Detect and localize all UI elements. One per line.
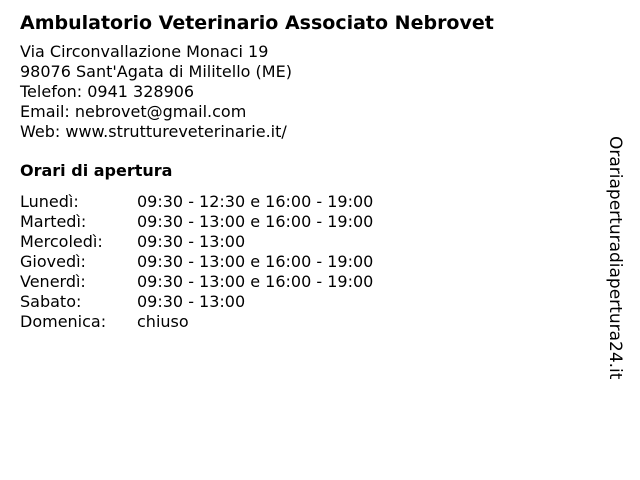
day-hours: 09:30 - 13:00 [137,232,246,251]
business-name: Ambulatorio Veterinario Associato Nebrovet [20,12,494,34]
hours-row-wednesday [20,232,373,252]
day-hours: 09:30 - 12:30 e 16:00 - 19:00 [137,192,374,211]
day-label: Lunedì: [20,192,79,211]
day-hours: 09:30 - 13:00 e 16:00 - 19:00 [137,252,374,271]
hours-row-saturday [20,292,373,312]
hours-table [20,192,373,332]
day-label: Venerdì: [20,272,86,291]
contact-block [20,42,610,142]
hours-row-tuesday [20,212,373,232]
day-hours: 09:30 - 13:00 e 16:00 - 19:00 [137,272,374,291]
web-line: Web: www.struttureveterinarie.it/ [20,122,287,141]
phone-line: Telefon: 0941 328906 [20,82,195,101]
day-label: Mercoledì: [20,232,103,251]
day-hours: 09:30 - 13:00 [137,292,246,311]
site-watermark: Orariaperturadiapertura24.it [605,136,625,380]
business-card [20,10,610,332]
day-label: Sabato: [20,292,82,311]
hours-row-sunday [20,312,373,332]
hours-row-monday [20,192,373,212]
day-label: Martedì: [20,212,87,231]
address-line-1: Via Circonvallazione Monaci 19 [20,42,269,61]
email-line: Email: nebrovet@gmail.com [20,102,247,121]
day-label: Domenica: [20,312,107,331]
day-hours: chiuso [137,312,189,331]
hours-row-thursday [20,252,373,272]
day-label: Giovedì: [20,252,86,271]
day-hours: 09:30 - 13:00 e 16:00 - 19:00 [137,212,374,231]
address-line-2: 98076 Sant'Agata di Militello (ME) [20,62,292,81]
hours-heading: Orari di apertura [20,161,173,180]
hours-row-friday [20,272,373,292]
